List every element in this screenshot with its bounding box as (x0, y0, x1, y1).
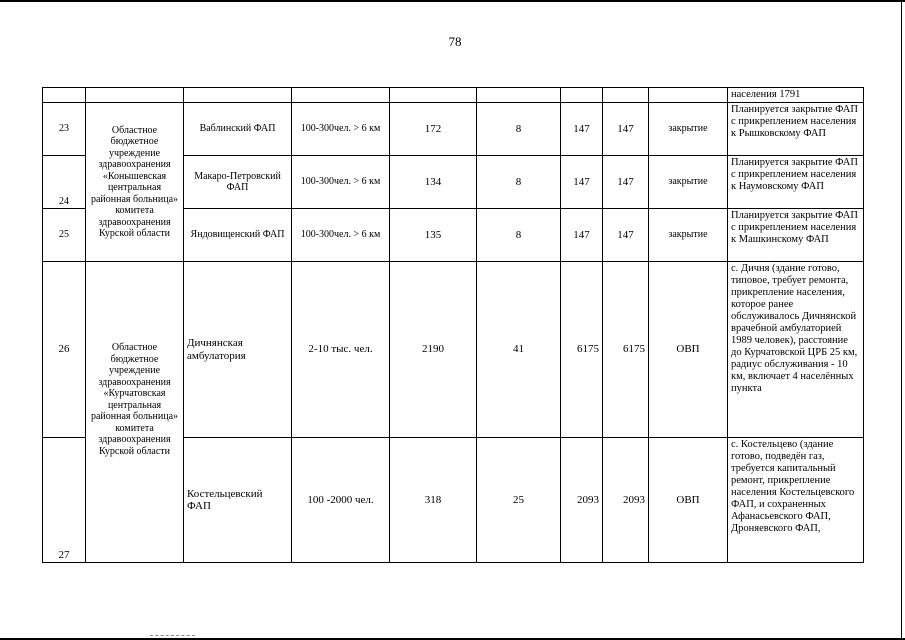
note-cell: с. Дичня (здание готово, типовое, требует ремонта, прикрепление населения, которое ранее обслуживалось Дичнянской врачебной амбулаторией 1989 человек), расстояние до Курчатовской ЦРБ 25 км, радиус обслуживания - 10 км, включает 4 населённых пункта (728, 262, 864, 438)
category-cell: 100-300чел. > 6 км (292, 103, 390, 156)
page-number: 78 (448, 34, 462, 49)
value-cell: 8 (477, 209, 561, 262)
value-cell: 147 (603, 156, 649, 209)
facility-name: Ваблинский ФАП (184, 103, 292, 156)
table-cell (86, 88, 184, 103)
population-cell: 172 (390, 103, 477, 156)
value-cell: 2093 (561, 438, 603, 563)
page-frame-top (0, 0, 905, 2)
footer-dash (150, 635, 195, 637)
facility-name: Костельцевский ФАП (184, 438, 292, 563)
value-cell: 6175 (603, 262, 649, 438)
category-cell: 2-10 тыс. чел. (292, 262, 390, 438)
facility-name: Дичнянская амбулатория (184, 262, 292, 438)
facility-name: Яндовищенский ФАП (184, 209, 292, 262)
table-cell (649, 88, 728, 103)
value-cell: 147 (603, 209, 649, 262)
type-cell: закрытие (649, 103, 728, 156)
table-cell (603, 88, 649, 103)
population-cell: 134 (390, 156, 477, 209)
facilities-table (42, 87, 864, 563)
note-cell: населения 1791 (728, 88, 864, 103)
population-cell: 135 (390, 209, 477, 262)
institution-cell: Областное бюджетное учреждение здравоохранения «Конышевская центральная районная больница» комитета здравоохранения Курской области (86, 103, 184, 262)
type-cell: ОВП (649, 438, 728, 563)
note-cell: Планируется закрытие ФАП с прикреплением населения к Наумовскому ФАП (728, 156, 864, 209)
note-cell: Планируется закрытие ФАП с прикреплением населения к Рышковскому ФАП (728, 103, 864, 156)
value-cell: 147 (561, 209, 603, 262)
value-cell: 8 (477, 156, 561, 209)
value-cell: 8 (477, 103, 561, 156)
category-cell: 100-300чел. > 6 км (292, 209, 390, 262)
value-cell: 25 (477, 438, 561, 563)
row-number: 23 (43, 103, 86, 156)
row-number: 26 (43, 262, 86, 438)
value-cell: 2093 (603, 438, 649, 563)
category-cell: 100-300чел. > 6 км (292, 156, 390, 209)
row-number: 24 (43, 156, 86, 209)
population-cell: 2190 (390, 262, 477, 438)
table-row (43, 103, 864, 156)
row-number: 25 (43, 209, 86, 262)
population-cell: 318 (390, 438, 477, 563)
page-frame-right (901, 0, 902, 640)
table-row (43, 262, 864, 438)
type-cell: закрытие (649, 209, 728, 262)
value-cell: 147 (561, 156, 603, 209)
row-number: 27 (43, 438, 86, 563)
type-cell: ОВП (649, 262, 728, 438)
facility-name: Макаро-Петровский ФАП (184, 156, 292, 209)
table-row (43, 88, 864, 103)
value-cell: 147 (603, 103, 649, 156)
table-cell (292, 88, 390, 103)
category-cell: 100 -2000 чел. (292, 438, 390, 563)
note-cell: с. Костельцево (здание готово, подведён газ, требуется капитальный ремонт, прикрепление населения Костельцевского ФАП, и сохраненных Афанасьевского ФАП, Дроняевского ФАП, (728, 438, 864, 563)
table-cell (184, 88, 292, 103)
table-cell (477, 88, 561, 103)
value-cell: 41 (477, 262, 561, 438)
table-cell (561, 88, 603, 103)
institution-cell: Областное бюджетное учреждение здравоохранения «Курчатовская центральная районная больница» комитета здравоохранения Курской области (86, 262, 184, 563)
table-cell (43, 88, 86, 103)
table-cell (390, 88, 477, 103)
value-cell: 147 (561, 103, 603, 156)
note-cell: Планируется закрытие ФАП с прикреплением населения к Машкинскому ФАП (728, 209, 864, 262)
value-cell: 6175 (561, 262, 603, 438)
type-cell: закрытие (649, 156, 728, 209)
